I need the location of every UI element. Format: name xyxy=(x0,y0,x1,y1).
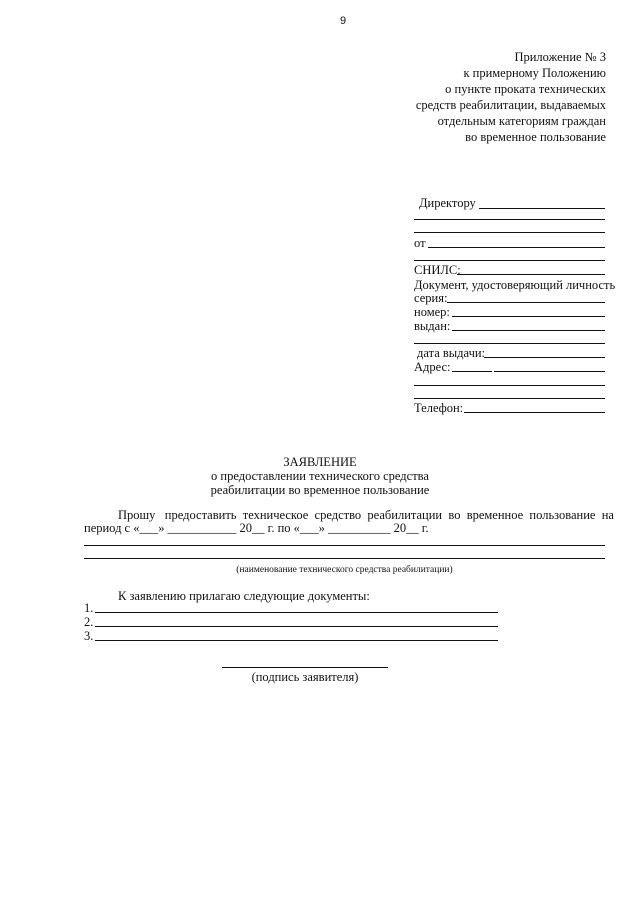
title-line: ЗАЯВЛЕНИЕ xyxy=(283,455,357,469)
id-doc-label: Документ, удостоверяющий личность xyxy=(414,278,616,292)
attachment-number: 2. xyxy=(84,615,94,629)
address-label: Адрес: xyxy=(414,360,451,374)
director-label: Директору xyxy=(419,196,476,210)
attachment-field-2[interactable] xyxy=(95,626,498,627)
page-number: 9 xyxy=(340,15,347,27)
director-name-field-2[interactable] xyxy=(414,232,605,233)
attachments-intro: К заявлению прилагаю следующие документы: xyxy=(118,589,370,603)
appendix-line: отдельным категориям граждан xyxy=(437,114,606,128)
request-text-line1: Прошу предоставить техническое средство реабилитации во временное пользование на xyxy=(118,508,614,522)
phone-field[interactable] xyxy=(464,412,605,413)
snils-field[interactable] xyxy=(457,274,605,275)
number-field[interactable] xyxy=(452,316,605,317)
request-text-line2: период с «___» ___________ 20__ г. по «___» __________ 20__ г. xyxy=(84,521,429,535)
title-line: реабилитации во временное пользование xyxy=(210,483,430,497)
issue-date-field[interactable] xyxy=(484,357,605,358)
appendix-line: о пункте проката технических xyxy=(445,82,606,96)
device-name-field-1[interactable] xyxy=(84,545,605,546)
snils-label: СНИЛС: xyxy=(414,263,461,277)
appendix-line: во временное пользование xyxy=(465,130,606,144)
attachment-field-3[interactable] xyxy=(95,640,498,641)
signature-caption: (подпись заявителя) xyxy=(251,670,359,684)
device-name-caption: (наименование технического средства реабилитации) xyxy=(236,565,453,575)
address-field-a[interactable] xyxy=(452,371,492,372)
number-label: номер: xyxy=(414,305,450,319)
appendix-line: к примерному Положению xyxy=(463,66,606,80)
appendix-header xyxy=(346,50,606,146)
attachment-number: 3. xyxy=(84,629,94,643)
address-field-b[interactable] xyxy=(494,371,605,372)
from-field-2[interactable] xyxy=(414,260,605,261)
director-name-field-1[interactable] xyxy=(414,219,605,220)
issued-field-2[interactable] xyxy=(414,343,605,344)
from-label: от xyxy=(414,236,426,250)
issued-label: выдан: xyxy=(414,319,451,333)
director-field[interactable] xyxy=(479,208,605,209)
attachment-field-1[interactable] xyxy=(95,612,498,613)
series-field[interactable] xyxy=(447,302,605,303)
device-name-field-2[interactable] xyxy=(84,558,605,559)
issued-field[interactable] xyxy=(452,330,605,331)
signature-field[interactable] xyxy=(222,667,388,668)
from-field[interactable] xyxy=(428,247,605,248)
phone-label: Телефон: xyxy=(414,401,464,415)
title-line: о предоставлении технического средства xyxy=(211,469,429,483)
series-label: серия: xyxy=(414,291,448,305)
appendix-line: Приложение № 3 xyxy=(514,50,606,64)
issue-date-label: дата выдачи: xyxy=(417,346,486,360)
address-field-2[interactable] xyxy=(414,385,605,386)
document-title xyxy=(0,455,640,497)
appendix-line: средств реабилитации, выдаваемых xyxy=(415,98,606,112)
attachment-number: 1. xyxy=(84,601,94,615)
address-field-3[interactable] xyxy=(414,398,605,399)
